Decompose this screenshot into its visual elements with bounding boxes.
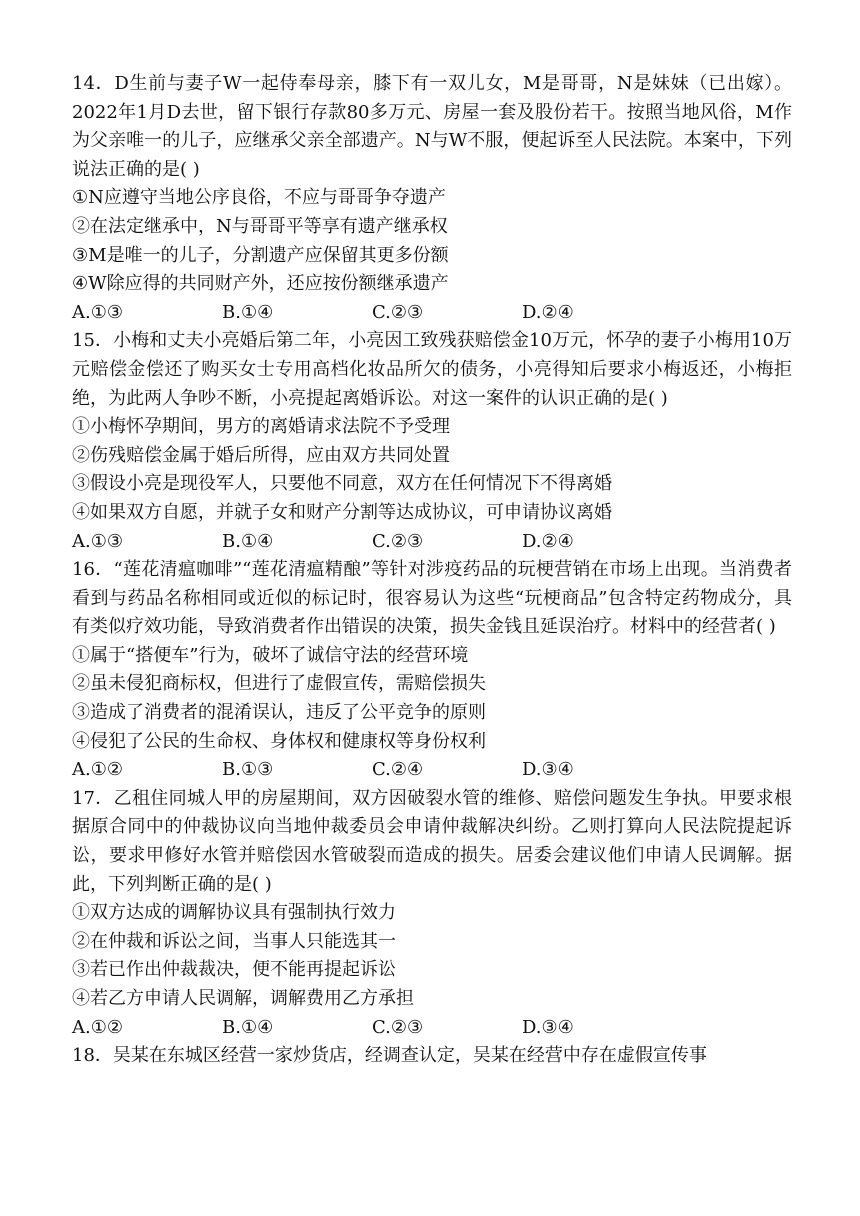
option-4: ④W除应得的共同财产外，还应按份额继承遗产 — [72, 273, 449, 295]
answer-choices — [72, 299, 792, 328]
choice-b: B.①④ — [222, 1016, 274, 1038]
question-16 — [72, 556, 792, 785]
question-14 — [72, 70, 792, 327]
choice-a: A.①③ — [72, 301, 123, 323]
option-4: ④如果双方自愿，并就子女和财产分割等达成协议，可申请协议离婚 — [72, 501, 612, 523]
question-stem: 14．D生前与妻子W一起侍奉母亲，膝下有一双儿女，M是哥哥，N是妹妹（已出嫁）。2022年1月D去世，留下银行存款80多万元、房屋一套及股份若干。按照当地风俗，M作为父亲唯一的儿子，应继承父亲全部遗产。N与W不服，便起诉至人民法院。本案中，下列说法正确的是( ) — [72, 73, 792, 180]
answer-choices — [72, 756, 792, 785]
option-1: ①属于“搭便车”行为，破坏了诚信守法的经营环境 — [72, 644, 469, 666]
choice-c: C.②③ — [372, 1016, 424, 1038]
option-1: ①小梅怀孕期间，男方的离婚请求法院不予受理 — [72, 416, 450, 438]
question-stem: 15．小梅和丈夫小亮婚后第二年，小亮因工致残获赔偿金10万元，怀孕的妻子小梅用10万元赔偿金偿还了购买女士专用高档化妆品所欠的债务，小亮得知后要求小梅返还，小梅拒绝，为此两人争吵不断，小亮提起离婚诉讼。对这一案件的认识正确的是( ) — [72, 330, 792, 409]
question-18 — [72, 1042, 792, 1071]
choice-b: B.①③ — [222, 759, 274, 781]
choice-d: D.②④ — [522, 301, 574, 323]
option-3: ③M是唯一的儿子，分割遗产应保留其更多份额 — [72, 244, 449, 266]
option-1: ①双方达成的调解协议具有强制执行效力 — [72, 902, 396, 924]
question-15 — [72, 327, 792, 556]
choice-a: A.①③ — [72, 530, 123, 552]
choice-c: C.②③ — [372, 530, 424, 552]
question-17 — [72, 785, 792, 1042]
option-4: ④侵犯了公民的生命权、身体权和健康权等身份权利 — [72, 730, 486, 752]
choice-b: B.①④ — [222, 301, 274, 323]
choice-c: C.②③ — [372, 301, 424, 323]
choice-b: B.①④ — [222, 530, 274, 552]
answer-choices — [72, 1014, 792, 1043]
question-stem: 16．“莲花清瘟咖啡”“莲花清瘟精酿”等针对涉疫药品的玩梗营销在市场上出现。当消费者看到与药品名称相同或近似的标记时，很容易认为这些“玩梗商品”包含特定药物成分，具有类似疗效功能，导致消费者作出错误的决策，损失金钱且延误治疗。材料中的经营者( ) — [72, 559, 792, 638]
option-3: ③若已作出仲裁裁决，便不能再提起诉讼 — [72, 959, 396, 981]
choice-c: C.②④ — [372, 759, 424, 781]
document-page — [72, 70, 792, 1071]
option-2: ②虽未侵犯商标权，但进行了虚假宣传，需赔偿损失 — [72, 673, 486, 695]
question-stem: 18．吴某在东城区经营一家炒货店，经调查认定，吴某在经营中存在虚假宣传事 — [72, 1045, 707, 1067]
option-2: ②在法定继承中，N与哥哥平等享有遗产继承权 — [72, 215, 448, 237]
choice-d: D.②④ — [522, 530, 574, 552]
choice-d: D.③④ — [522, 759, 574, 781]
choice-a: A.①② — [72, 1016, 123, 1038]
option-1: ①N应遵守当地公序良俗，不应与哥哥争夺遗产 — [72, 187, 446, 209]
option-4: ④若乙方申请人民调解，调解费用乙方承担 — [72, 988, 414, 1009]
option-2: ②伤残赔偿金属于婚后所得，应由双方共同处置 — [72, 444, 450, 466]
answer-choices — [72, 528, 792, 557]
question-stem: 17．乙租住同城人甲的房屋期间，双方因破裂水管的维修、赔偿问题发生争执。甲要求根据原合同中的仲裁协议向当地仲裁委员会申请仲裁解决纠纷。乙则打算向人民法院提起诉讼，要求甲修好水管并赔偿因水管破裂而造成的损失。居委会建议他们申请人民调解。据此，下列判断正确的是( ) — [72, 787, 792, 895]
choice-a: A.①② — [72, 759, 123, 781]
option-3: ③造成了消费者的混淆误认，违反了公平竞争的原则 — [72, 702, 486, 724]
option-2: ②在仲裁和诉讼之间，当事人只能选其一 — [72, 930, 396, 952]
option-3: ③假设小亮是现役军人，只要他不同意，双方在任何情况下不得离婚 — [72, 473, 612, 495]
choice-d: D.③④ — [522, 1016, 574, 1038]
